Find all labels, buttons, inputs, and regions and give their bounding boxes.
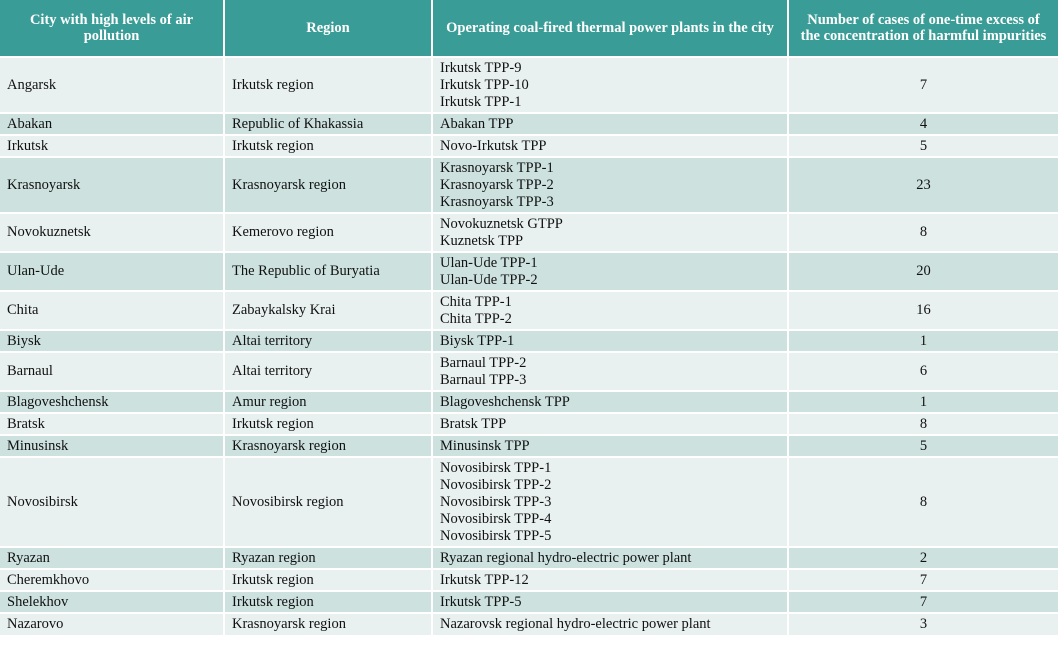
cell-city: Blagoveshchensk <box>0 391 224 413</box>
cell-region: Krasnoyarsk region <box>224 613 432 635</box>
cell-plants <box>432 113 788 135</box>
table-row <box>0 591 1058 613</box>
cell-region: Altai territory <box>224 330 432 352</box>
cell-region: Ryazan region <box>224 547 432 569</box>
cell-city: Krasnoyarsk <box>0 157 224 213</box>
cell-cases: 20 <box>788 252 1058 291</box>
cell-region: Krasnoyarsk region <box>224 435 432 457</box>
cell-plants <box>432 591 788 613</box>
cell-plants <box>432 135 788 157</box>
cell-city: Ulan-Ude <box>0 252 224 291</box>
table-row <box>0 413 1058 435</box>
cell-cases: 8 <box>788 413 1058 435</box>
plant-name: Biysk TPP-1 <box>440 332 515 349</box>
cell-plants <box>432 252 788 291</box>
plant-name: Ulan-Ude TPP-1 <box>440 254 538 271</box>
cell-city: Irkutsk <box>0 135 224 157</box>
plant-name: Barnaul TPP-2 <box>440 354 527 371</box>
cell-plants <box>432 457 788 547</box>
cell-city: Bratsk <box>0 413 224 435</box>
cell-region: Irkutsk region <box>224 569 432 591</box>
plant-name: Bratsk TPP <box>440 415 507 432</box>
plant-name: Irkutsk TPP-12 <box>440 571 529 588</box>
header-region: Region <box>224 0 432 57</box>
plant-name: Krasnoyarsk TPP-1 <box>440 159 554 176</box>
cell-cases: 4 <box>788 113 1058 135</box>
cell-plants <box>432 57 788 113</box>
cell-plants <box>432 569 788 591</box>
cell-city: Novosibirsk <box>0 457 224 547</box>
plant-name: Nazarovsk regional hydro-electric power plant <box>440 616 711 632</box>
cell-cases: 5 <box>788 135 1058 157</box>
table-row <box>0 391 1058 413</box>
plant-name: Novosibirsk TPP-1 <box>440 459 552 476</box>
cell-city: Chita <box>0 291 224 330</box>
plant-name: Novosibirsk TPP-5 <box>440 527 552 544</box>
cell-cases: 1 <box>788 391 1058 413</box>
cell-plants <box>432 330 788 352</box>
plant-name: Krasnoyarsk TPP-3 <box>440 193 554 210</box>
table-row <box>0 352 1058 391</box>
plant-name: Ulan-Ude TPP-2 <box>440 271 538 288</box>
cell-region: Novosibirsk region <box>224 457 432 547</box>
cell-region: Kemerovo region <box>224 213 432 252</box>
plant-name: Chita TPP-2 <box>440 310 512 327</box>
cell-plants <box>432 157 788 213</box>
plant-name: Irkutsk TPP-5 <box>440 593 522 610</box>
cell-city: Biysk <box>0 330 224 352</box>
table-row <box>0 435 1058 457</box>
table-row <box>0 457 1058 547</box>
cell-cases: 5 <box>788 435 1058 457</box>
plant-name: Irkutsk TPP-9 <box>440 59 522 76</box>
cell-cases: 6 <box>788 352 1058 391</box>
plant-name: Kuznetsk TPP <box>440 232 524 249</box>
cell-cases: 3 <box>788 613 1058 635</box>
cell-city: Abakan <box>0 113 224 135</box>
cell-city: Nazarovo <box>0 613 224 635</box>
table-row <box>0 291 1058 330</box>
plant-name: Irkutsk TPP-10 <box>440 76 529 93</box>
cell-region: The Republic of Buryatia <box>224 252 432 291</box>
cell-cases: 8 <box>788 213 1058 252</box>
table-row <box>0 213 1058 252</box>
cell-region: Altai territory <box>224 352 432 391</box>
plant-name: Novo-Irkutsk TPP <box>440 137 547 154</box>
plant-name: Krasnoyarsk TPP-2 <box>440 176 554 193</box>
cell-plants <box>432 352 788 391</box>
plant-name: Blagoveshchensk TPP <box>440 393 570 410</box>
plant-name: Abakan TPP <box>440 115 514 132</box>
plant-name: Ryazan regional hydro-electric power plant <box>440 549 692 566</box>
table-row <box>0 330 1058 352</box>
cell-region: Amur region <box>224 391 432 413</box>
cell-city: Shelekhov <box>0 591 224 613</box>
cell-city: Cheremkhovo <box>0 569 224 591</box>
plant-name: Barnaul TPP-3 <box>440 371 527 388</box>
cell-plants <box>432 213 788 252</box>
plant-name: Novokuznetsk GTPP <box>440 215 563 232</box>
header-row <box>0 0 1058 57</box>
cell-region: Irkutsk region <box>224 57 432 113</box>
cell-cases: 7 <box>788 57 1058 113</box>
cell-region: Irkutsk region <box>224 591 432 613</box>
header-cases: Number of cases of one-time excess of the concentration of harmful impurities <box>788 0 1058 57</box>
table-row <box>0 113 1058 135</box>
plant-name: Novosibirsk TPP-4 <box>440 510 552 527</box>
table-header <box>0 0 1058 57</box>
cell-plants <box>432 291 788 330</box>
plant-name: Minusinsk TPP <box>440 437 530 454</box>
table-row <box>0 569 1058 591</box>
cell-plants <box>432 435 788 457</box>
cell-region: Zabaykalsky Krai <box>224 291 432 330</box>
table-row <box>0 157 1058 213</box>
header-plants: Operating coal-fired thermal power plants in the city <box>432 0 788 57</box>
cell-city: Angarsk <box>0 57 224 113</box>
cell-cases: 7 <box>788 591 1058 613</box>
plant-name: Chita TPP-1 <box>440 293 512 310</box>
table-body <box>0 57 1058 635</box>
cell-region: Irkutsk region <box>224 135 432 157</box>
cell-city: Novokuznetsk <box>0 213 224 252</box>
cell-region: Irkutsk region <box>224 413 432 435</box>
cell-cases: 16 <box>788 291 1058 330</box>
table-row <box>0 613 1058 635</box>
cell-cases: 23 <box>788 157 1058 213</box>
cell-plants <box>432 613 788 635</box>
cell-city: Minusinsk <box>0 435 224 457</box>
table-row <box>0 252 1058 291</box>
cell-cases: 1 <box>788 330 1058 352</box>
cell-city: Ryazan <box>0 547 224 569</box>
cell-cases: 2 <box>788 547 1058 569</box>
cell-cases: 7 <box>788 569 1058 591</box>
cell-region: Krasnoyarsk region <box>224 157 432 213</box>
table-row <box>0 135 1058 157</box>
cell-city: Barnaul <box>0 352 224 391</box>
plant-name: Irkutsk TPP-1 <box>440 93 522 110</box>
cell-region: Republic of Khakassia <box>224 113 432 135</box>
table-row <box>0 57 1058 113</box>
plant-name: Novosibirsk TPP-3 <box>440 493 552 510</box>
cell-cases: 8 <box>788 457 1058 547</box>
cell-plants <box>432 391 788 413</box>
table-row <box>0 547 1058 569</box>
header-city: City with high levels of air pollution <box>0 0 224 57</box>
plant-name: Novosibirsk TPP-2 <box>440 476 552 493</box>
cell-plants <box>432 413 788 435</box>
cell-plants <box>432 547 788 569</box>
